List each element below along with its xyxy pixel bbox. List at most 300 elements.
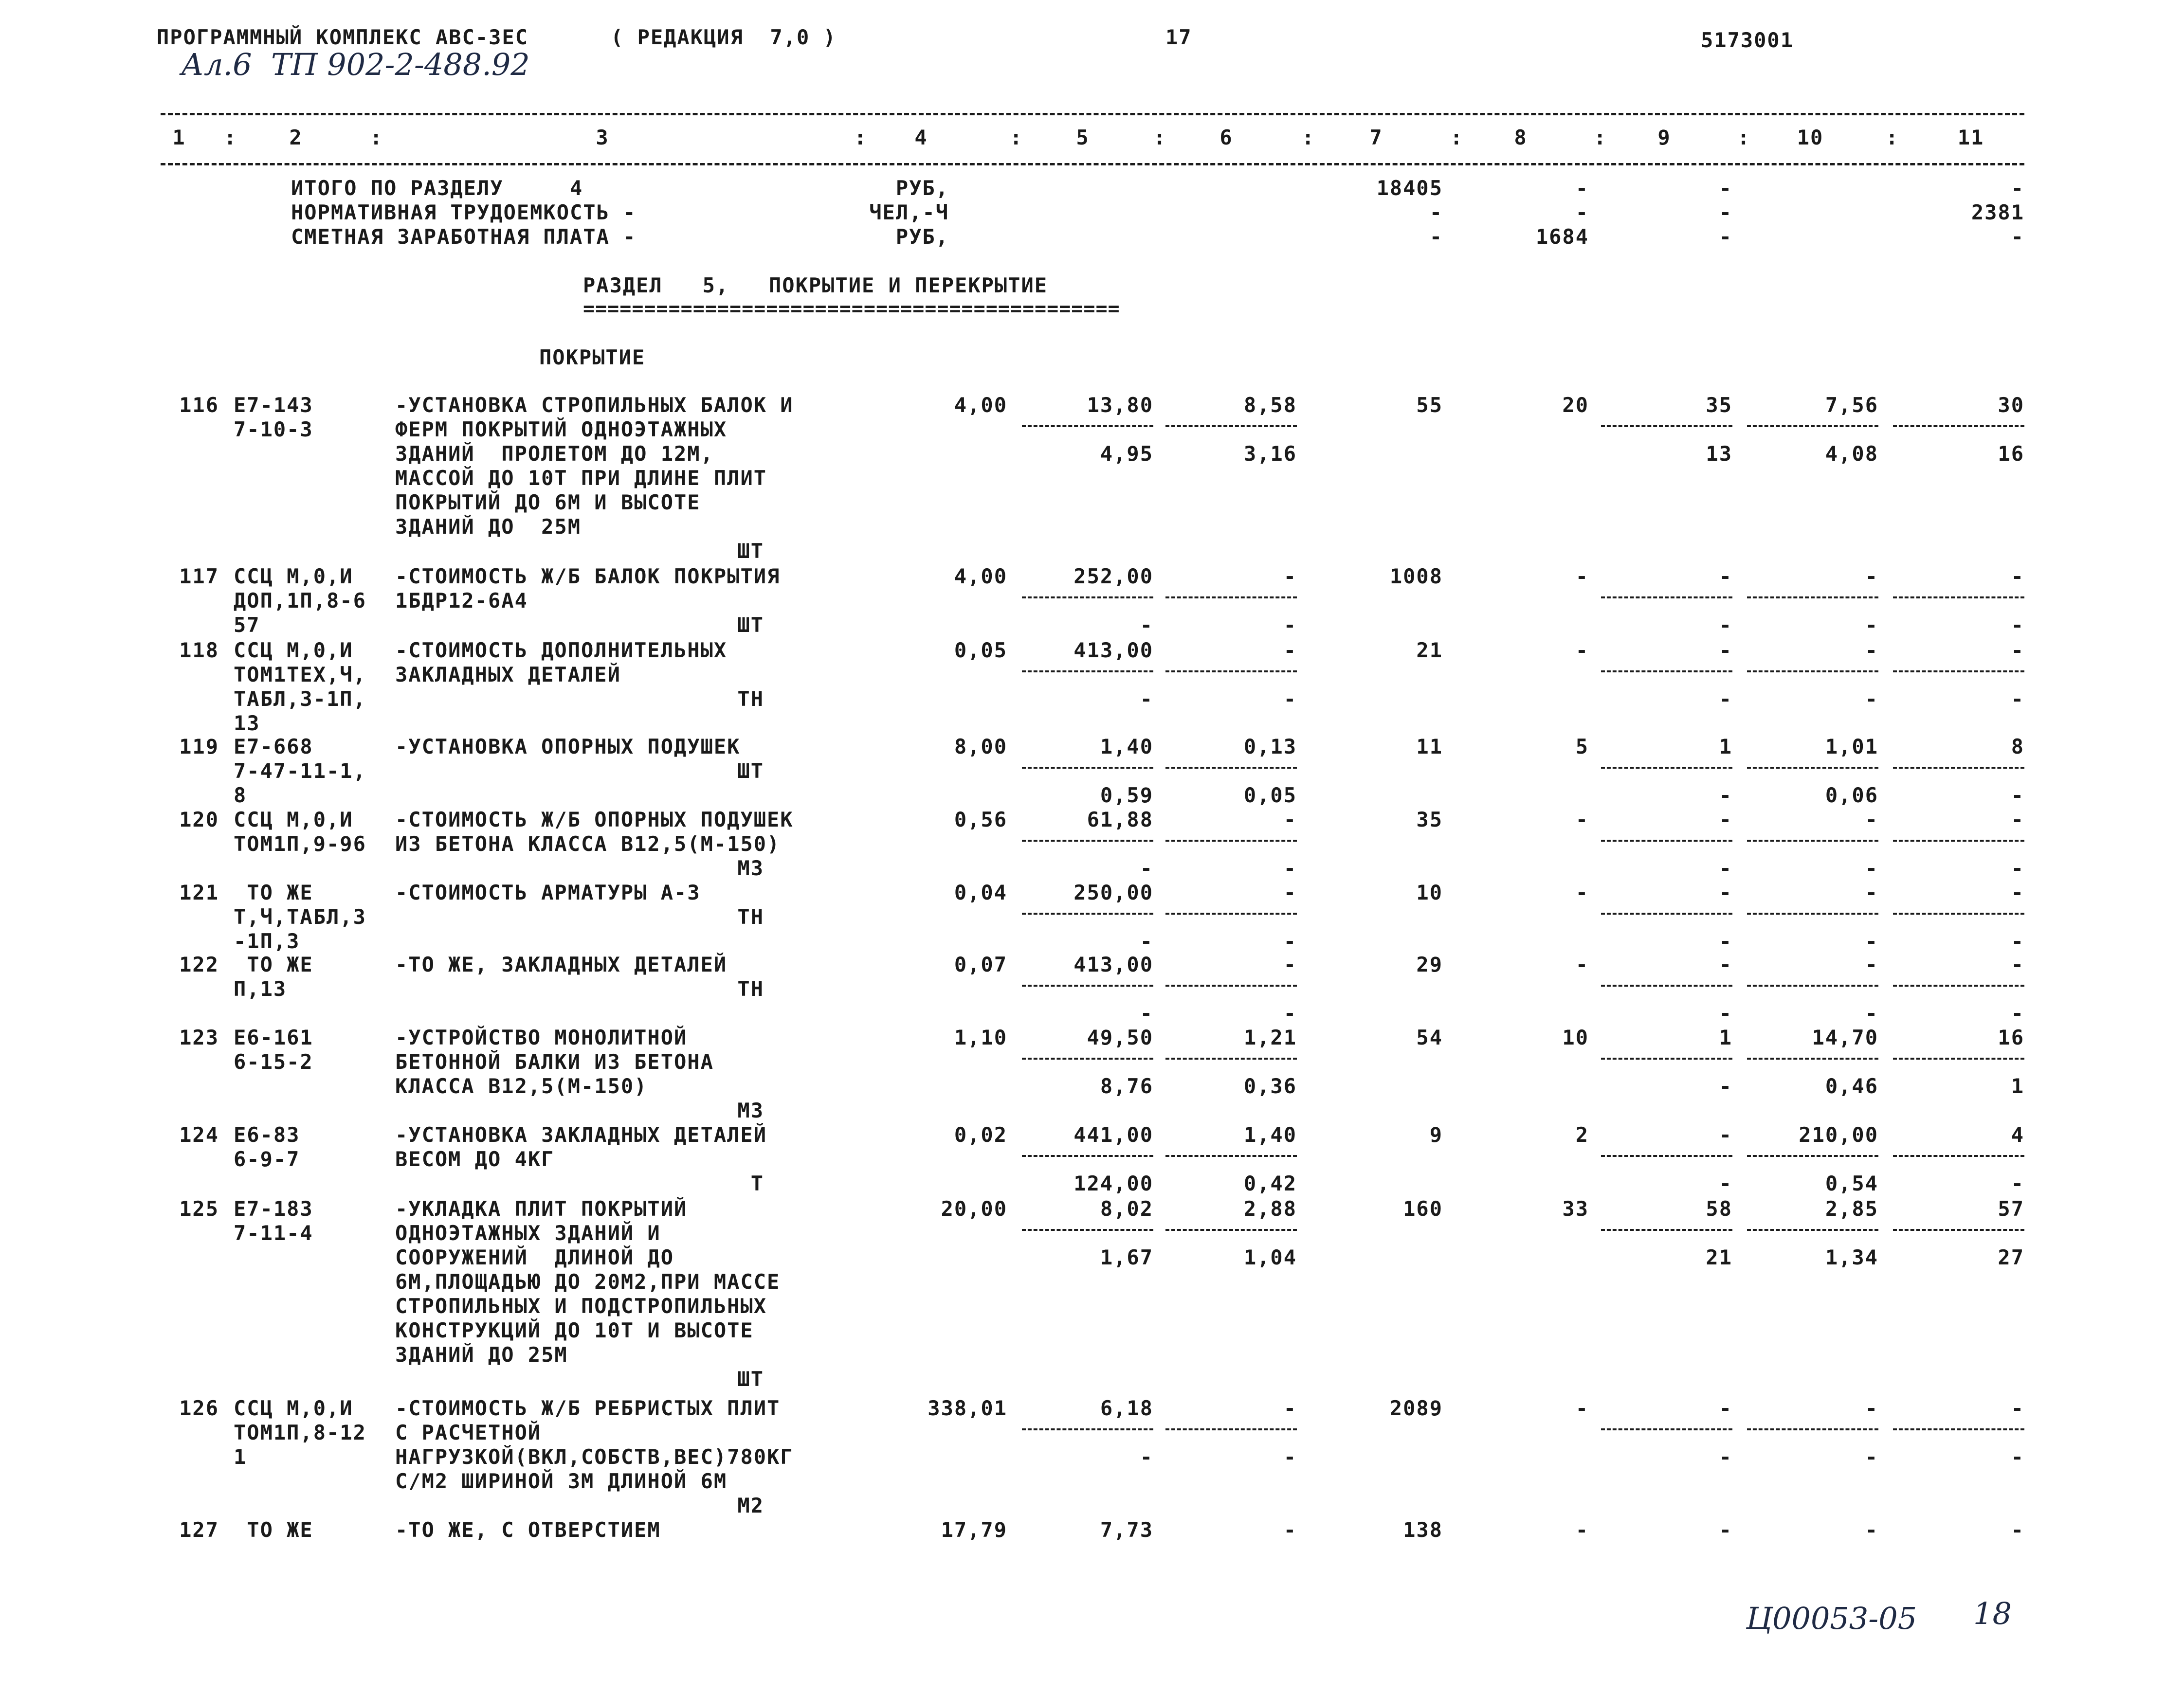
row-code-line: 57: [234, 613, 260, 637]
row-value-c5: 413,00: [1074, 953, 1153, 976]
cell-separator: [1022, 1428, 1153, 1430]
row-value-c4: 8,00: [954, 735, 1007, 758]
row-value-c6b: 0,05: [1243, 783, 1297, 807]
row-value-c5: 8,02: [1100, 1197, 1153, 1221]
row-value-c4: 0,56: [954, 808, 1007, 831]
cell-separator: [1022, 1155, 1153, 1157]
row-value-c5b: 124,00: [1074, 1172, 1153, 1195]
row-value-c11b: 1: [2011, 1074, 2024, 1098]
cell-separator: [1601, 985, 1732, 987]
row-value-c9b: -: [1719, 783, 1732, 807]
row-code-line: ТО ЖЕ: [234, 1518, 313, 1542]
row-value-c10: 210,00: [1799, 1123, 1878, 1147]
row-value-c6b: 1,04: [1243, 1245, 1297, 1269]
cell-separator: [1601, 596, 1732, 598]
cell-separator: [1165, 1155, 1297, 1157]
section-subtitle: ПОКРЫТИЕ: [539, 345, 646, 369]
row-value-c5b: 1,67: [1100, 1245, 1153, 1269]
row-unit: Т: [750, 1172, 764, 1195]
row-value-c8: 20: [1562, 393, 1589, 417]
row-code-line: 6-9-7: [234, 1147, 300, 1171]
row-number: 122: [179, 953, 219, 976]
row-value-c9: 58: [1706, 1197, 1732, 1221]
row-number: 123: [179, 1026, 219, 1049]
row-value-c6: -: [1283, 881, 1297, 904]
row-value-c11b: 16: [1998, 442, 2024, 466]
row-value-c5b: -: [1140, 613, 1153, 637]
row-value-c7: 1008: [1389, 564, 1443, 588]
row-description-line: ИЗ БЕТОНА КЛАССА В12,5(М-150): [395, 832, 781, 856]
row-value-c9b: -: [1719, 1445, 1732, 1469]
cell-separator: [1165, 670, 1297, 672]
row-unit: ШТ: [737, 759, 764, 783]
cell-separator: [1893, 596, 2024, 598]
row-value-c9b: -: [1719, 613, 1732, 637]
column-header-5: 5: [1076, 126, 1090, 149]
row-value-c5: 252,00: [1074, 564, 1153, 588]
cell-separator: [1165, 425, 1297, 427]
column-header-2: 2: [289, 126, 303, 149]
row-value-c5: 49,50: [1087, 1026, 1153, 1049]
row-description-line: -СТОИМОСТЬ АРМАТУРЫ А-3: [395, 881, 701, 904]
row-value-c10: 14,70: [1812, 1026, 1878, 1049]
cell-separator: [1601, 1229, 1732, 1231]
row-number: 116: [179, 393, 219, 417]
column-header-11: 11: [1957, 126, 1984, 149]
summary-value-c8: -: [1575, 176, 1589, 200]
cell-separator: [1601, 840, 1732, 842]
column-separator: :: [1010, 126, 1023, 149]
row-value-c10: -: [1865, 808, 1878, 831]
row-code-line: ССЦ М,0,И: [234, 808, 353, 831]
cell-separator: [1022, 1058, 1153, 1060]
cell-separator: [1893, 1058, 2024, 1060]
row-value-c5: 413,00: [1074, 638, 1153, 662]
row-value-c11b: -: [2011, 929, 2024, 953]
row-value-c9: -: [1719, 1396, 1732, 1420]
row-description-line: -УСТАНОВКА ЗАКЛАДНЫХ ДЕТАЛЕЙ: [395, 1123, 767, 1147]
row-code-line: 1: [234, 1445, 247, 1469]
stamp-code: Ц00053-05: [1746, 1601, 1917, 1636]
document-code: 5173001: [1701, 28, 1794, 52]
column-separator: :: [370, 126, 383, 149]
cell-separator: [1747, 1229, 1878, 1231]
cell-separator: [1747, 1428, 1878, 1430]
column-separator: :: [1302, 126, 1315, 149]
row-code-line: ТО ЖЕ: [234, 881, 313, 904]
row-description-line: СООРУЖЕНИЙ ДЛИНОЙ ДО: [395, 1245, 674, 1269]
cell-separator: [1165, 596, 1297, 598]
row-number: 119: [179, 735, 219, 758]
row-code-line: ССЦ М,0,И: [234, 564, 353, 588]
column-separator: :: [1737, 126, 1751, 149]
row-value-c9: -: [1719, 808, 1732, 831]
cell-separator: [1893, 767, 2024, 769]
row-code-line: 7-47-11-1,: [234, 759, 366, 783]
row-value-c8: -: [1575, 808, 1589, 831]
column-header-7: 7: [1369, 126, 1383, 149]
row-description-line: -УСТАНОВКА ОПОРНЫХ ПОДУШЕК: [395, 735, 741, 758]
row-value-c7: 35: [1416, 808, 1443, 831]
cell-separator: [1747, 1155, 1878, 1157]
row-value-c9b: 13: [1706, 442, 1732, 466]
row-description-line: С/М2 ШИРИНОЙ 3М ДЛИНОЙ 6М: [395, 1469, 728, 1493]
row-description-line: -СТОИМОСТЬ Ж/Б БАЛОК ПОКРЫТИЯ: [395, 564, 781, 588]
row-description-line: -УКЛАДКА ПЛИТ ПОКРЫТИЙ: [395, 1197, 688, 1221]
row-value-c8: -: [1575, 953, 1589, 976]
row-description-line: МАССОЙ ДО 10Т ПРИ ДЛИНЕ ПЛИТ: [395, 466, 767, 490]
row-value-c6: 8,58: [1243, 393, 1297, 417]
row-value-c8: -: [1575, 1396, 1589, 1420]
handwritten-reference: Ал.6 ТП 902-2-488.92: [181, 47, 530, 82]
row-value-c4: 338,01: [928, 1396, 1007, 1420]
cell-separator: [1893, 1428, 2024, 1430]
summary-value-c7: 18405: [1376, 176, 1443, 200]
cell-separator: [1601, 425, 1732, 427]
row-value-c10b: 4,08: [1825, 442, 1878, 466]
cell-separator: [1601, 670, 1732, 672]
row-value-c6b: -: [1283, 856, 1297, 880]
row-value-c9: -: [1719, 638, 1732, 662]
row-code-line: -1П,3: [234, 929, 300, 953]
cell-separator: [1165, 767, 1297, 769]
cell-separator: [1893, 985, 2024, 987]
row-number: 117: [179, 564, 219, 588]
row-value-c5b: -: [1140, 856, 1153, 880]
row-description-line: ЗДАНИЙ ПРОЛЕТОМ ДО 12М,: [395, 442, 714, 466]
row-value-c6: -: [1283, 808, 1297, 831]
row-value-c6b: 3,16: [1243, 442, 1297, 466]
row-description-line: ЗДАНИЙ ДО 25М: [395, 1343, 568, 1367]
cell-separator: [1893, 913, 2024, 915]
cell-separator: [1022, 1229, 1153, 1231]
column-header-3: 3: [596, 126, 609, 149]
sheet-number: 18: [1973, 1596, 2012, 1631]
cell-separator: [1893, 425, 2024, 427]
row-value-c5b: 8,76: [1100, 1074, 1153, 1098]
cell-separator: [1601, 1428, 1732, 1430]
row-value-c9b: -: [1719, 929, 1732, 953]
row-value-c5: 61,88: [1087, 808, 1153, 831]
row-value-c10: -: [1865, 953, 1878, 976]
summary-label: НОРМАТИВНАЯ ТРУДОЕМКОСТЬ -: [291, 200, 637, 224]
row-value-c6: -: [1283, 564, 1297, 588]
row-description-line: ЗДАНИЙ ДО 25М: [395, 515, 582, 539]
row-value-c9b: -: [1719, 856, 1732, 880]
row-value-c10b: 1,34: [1825, 1245, 1878, 1269]
cell-separator: [1747, 767, 1878, 769]
row-value-c10: -: [1865, 1396, 1878, 1420]
row-value-c6b: -: [1283, 1001, 1297, 1025]
row-value-c11b: -: [2011, 783, 2024, 807]
column-header-9: 9: [1657, 126, 1671, 149]
row-unit: ШТ: [737, 1367, 764, 1391]
cell-separator: [1893, 1229, 2024, 1231]
row-value-c11b: 27: [1998, 1245, 2024, 1269]
row-value-c4: 0,05: [954, 638, 1007, 662]
row-value-c6b: -: [1283, 1445, 1297, 1469]
row-value-c5: 441,00: [1074, 1123, 1153, 1147]
row-value-c6: -: [1283, 1518, 1297, 1542]
row-number: 125: [179, 1197, 219, 1221]
row-code-line: Е6-161: [234, 1026, 313, 1049]
summary-value-c9: -: [1719, 176, 1732, 200]
row-value-c5: 13,80: [1087, 393, 1153, 417]
cell-separator: [1601, 1058, 1732, 1060]
row-description-line: ПОКРЫТИЙ ДО 6М И ВЫСОТЕ: [395, 490, 701, 514]
row-value-c10b: -: [1865, 929, 1878, 953]
row-description-line: ФЕРМ ПОКРЫТИЙ ОДНОЭТАЖНЫХ: [395, 417, 728, 441]
column-separator: :: [854, 126, 868, 149]
row-value-c6b: -: [1283, 687, 1297, 711]
row-value-c8: -: [1575, 564, 1589, 588]
row-value-c6: 1,21: [1243, 1026, 1297, 1049]
row-description-line: -СТОИМОСТЬ ДОПОЛНИТЕЛЬНЫХ: [395, 638, 728, 662]
cell-separator: [1022, 840, 1153, 842]
row-code-line: ССЦ М,0,И: [234, 638, 353, 662]
row-code-line: Е7-668: [234, 735, 313, 758]
cell-separator: [1022, 913, 1153, 915]
row-value-c10: -: [1865, 564, 1878, 588]
summary-unit: ЧЕЛ,-Ч: [869, 200, 949, 224]
row-value-c11: 30: [1998, 393, 2024, 417]
row-value-c10b: 0,06: [1825, 783, 1878, 807]
row-value-c8: 10: [1562, 1026, 1589, 1049]
row-value-c9b: 21: [1706, 1245, 1732, 1269]
row-value-c9: -: [1719, 564, 1732, 588]
summary-value-c9: -: [1719, 225, 1732, 249]
row-description-line: 1БДР12-6А4: [395, 589, 528, 613]
cell-separator: [1165, 840, 1297, 842]
row-value-c11b: -: [2011, 1001, 2024, 1025]
row-value-c11: -: [2011, 564, 2024, 588]
section-title: РАЗДЕЛ 5, ПОКРЫТИЕ И ПЕРЕКРЫТИЕ: [583, 273, 1048, 297]
row-value-c7: 10: [1416, 881, 1443, 904]
row-code-line: ТАБЛ,3-1П,: [234, 687, 366, 711]
row-value-c10: -: [1865, 638, 1878, 662]
row-value-c11b: -: [2011, 856, 2024, 880]
row-description-line: -ТО ЖЕ, ЗАКЛАДНЫХ ДЕТАЛЕЙ: [395, 953, 728, 976]
row-description-line: БЕТОННОЙ БАЛКИ ИЗ БЕТОНА: [395, 1050, 714, 1074]
cell-separator: [1893, 1155, 2024, 1157]
row-value-c8: 2: [1575, 1123, 1589, 1147]
row-value-c9: -: [1719, 881, 1732, 904]
cell-separator: [1165, 985, 1297, 987]
row-value-c10b: -: [1865, 1001, 1878, 1025]
row-code-line: ДОП,1П,8-6: [234, 589, 366, 613]
row-value-c4: 20,00: [941, 1197, 1007, 1221]
row-code-line: ТОМ1П,8-12: [234, 1421, 366, 1444]
cell-separator: [1747, 985, 1878, 987]
row-unit: ТН: [737, 905, 764, 929]
row-number: 118: [179, 638, 219, 662]
row-value-c9: 1: [1719, 735, 1732, 758]
row-value-c5b: -: [1140, 1445, 1153, 1469]
row-value-c6: 1,40: [1243, 1123, 1297, 1147]
row-value-c4: 0,02: [954, 1123, 1007, 1147]
row-value-c7: 11: [1416, 735, 1443, 758]
cell-separator: [1747, 1058, 1878, 1060]
row-description-line: КОНСТРУКЦИЙ ДО 10Т И ВЫСОТЕ: [395, 1318, 754, 1342]
row-number: 124: [179, 1123, 219, 1147]
row-value-c11b: -: [2011, 613, 2024, 637]
row-code-line: ТОМ1П,9-96: [234, 832, 366, 856]
cell-separator: [1601, 913, 1732, 915]
column-separator: :: [1594, 126, 1607, 149]
cell-separator: [1165, 1058, 1297, 1060]
row-value-c10: 7,56: [1825, 393, 1878, 417]
row-unit: ШТ: [737, 613, 764, 637]
row-value-c11: -: [2011, 1518, 2024, 1542]
summary-value-c7: -: [1429, 225, 1443, 249]
row-value-c7: 21: [1416, 638, 1443, 662]
row-code-line: 13: [234, 711, 260, 735]
row-value-c9b: -: [1719, 1172, 1732, 1195]
cell-separator: [1165, 913, 1297, 915]
cell-separator: [1747, 913, 1878, 915]
row-value-c9: 1: [1719, 1026, 1732, 1049]
column-separator: :: [224, 126, 237, 149]
row-value-c8: -: [1575, 881, 1589, 904]
row-code-line: Е7-143: [234, 393, 313, 417]
section-underline: ============================================: [583, 298, 1120, 320]
row-unit: ТН: [737, 687, 764, 711]
summary-label: ИТОГО ПО РАЗДЕЛУ 4: [291, 176, 583, 200]
row-code-line: Е7-183: [234, 1197, 313, 1221]
row-description-line: -УСТРОЙСТВО МОНОЛИТНОЙ: [395, 1026, 688, 1049]
row-value-c9: 35: [1706, 393, 1732, 417]
row-value-c7: 55: [1416, 393, 1443, 417]
row-description-line: -УСТАНОВКА СТРОПИЛЬНЫХ БАЛОК И: [395, 393, 794, 417]
row-number: 121: [179, 881, 219, 904]
row-value-c5b: -: [1140, 687, 1153, 711]
summary-value-c8: -: [1575, 200, 1589, 224]
row-value-c11: 4: [2011, 1123, 2024, 1147]
row-value-c6: -: [1283, 638, 1297, 662]
row-description-line: -ТО ЖЕ, С ОТВЕРСТИЕМ: [395, 1518, 661, 1542]
row-value-c6b: -: [1283, 929, 1297, 953]
row-value-c11b: -: [2011, 687, 2024, 711]
column-separator: :: [1450, 126, 1464, 149]
row-value-c6: 2,88: [1243, 1197, 1297, 1221]
row-value-c6: -: [1283, 1396, 1297, 1420]
row-value-c8: 33: [1562, 1197, 1589, 1221]
column-separator: :: [1153, 126, 1167, 149]
row-value-c5: 250,00: [1074, 881, 1153, 904]
row-description-line: СТРОПИЛЬНЫХ И ПОДСТРОПИЛЬНЫХ: [395, 1294, 767, 1318]
row-value-c4: 4,00: [954, 564, 1007, 588]
row-number: 127: [179, 1518, 219, 1542]
row-description-line: ЗАКЛАДНЫХ ДЕТАЛЕЙ: [395, 663, 621, 686]
row-value-c10: 2,85: [1825, 1197, 1878, 1221]
column-header-10: 10: [1797, 126, 1824, 149]
page-number: 17: [1165, 25, 1192, 49]
row-description-line: КЛАССА В12,5(М-150): [395, 1074, 648, 1098]
row-value-c5: 7,73: [1100, 1518, 1153, 1542]
row-value-c10b: -: [1865, 856, 1878, 880]
row-number: 120: [179, 808, 219, 831]
row-unit: ШТ: [737, 539, 764, 563]
row-value-c7: 2089: [1389, 1396, 1443, 1420]
row-value-c4: 0,07: [954, 953, 1007, 976]
column-header-1: 1: [172, 126, 186, 149]
edition-label: ( РЕДАКЦИЯ 7,0 ): [611, 25, 837, 49]
cell-separator: [1165, 1428, 1297, 1430]
row-code-line: ССЦ М,0,И: [234, 1396, 353, 1420]
row-value-c6b: 0,36: [1243, 1074, 1297, 1098]
row-code-line: 6-15-2: [234, 1050, 313, 1074]
cell-separator: [1022, 670, 1153, 672]
row-value-c11: -: [2011, 1396, 2024, 1420]
summary-unit: РУБ,: [895, 176, 949, 200]
cell-separator: [1893, 670, 2024, 672]
row-description-line: ОДНОЭТАЖНЫХ ЗДАНИЙ И: [395, 1221, 661, 1245]
header-rule-bottom: [161, 163, 2024, 165]
row-description-line: -СТОИМОСТЬ Ж/Б ОПОРНЫХ ПОДУШЕК: [395, 808, 794, 831]
row-code-line: П,13: [234, 977, 287, 1001]
row-value-c9: -: [1719, 1518, 1732, 1542]
row-value-c10b: 0,54: [1825, 1172, 1878, 1195]
cell-separator: [1747, 670, 1878, 672]
row-value-c7: 138: [1403, 1518, 1443, 1542]
row-code-line: Е6-83: [234, 1123, 300, 1147]
cell-separator: [1747, 425, 1878, 427]
cell-separator: [1747, 596, 1878, 598]
row-value-c11b: -: [2011, 1445, 2024, 1469]
row-value-c5: 6,18: [1100, 1396, 1153, 1420]
row-code-line: 7-11-4: [234, 1221, 313, 1245]
row-value-c5: 1,40: [1100, 735, 1153, 758]
row-value-c9: -: [1719, 953, 1732, 976]
column-header-8: 8: [1514, 126, 1528, 149]
row-value-c4: 0,04: [954, 881, 1007, 904]
row-value-c10: 1,01: [1825, 735, 1878, 758]
row-value-c11: -: [2011, 953, 2024, 976]
row-value-c4: 4,00: [954, 393, 1007, 417]
cell-separator: [1893, 840, 2024, 842]
row-value-c10b: -: [1865, 1445, 1878, 1469]
row-value-c5b: 4,95: [1100, 442, 1153, 466]
row-value-c11: 16: [1998, 1026, 2024, 1049]
row-value-c10: -: [1865, 1518, 1878, 1542]
cell-separator: [1022, 596, 1153, 598]
program-title: ПРОГРАММНЫЙ КОМПЛЕКС АВС-ЗЕС: [157, 25, 529, 49]
row-value-c9b: -: [1719, 1074, 1732, 1098]
row-unit: М2: [737, 1494, 764, 1517]
row-value-c6: 0,13: [1243, 735, 1297, 758]
cell-separator: [1601, 767, 1732, 769]
row-value-c4: 1,10: [954, 1026, 1007, 1049]
row-value-c11: -: [2011, 808, 2024, 831]
summary-value-c11: -: [2011, 176, 2024, 200]
summary-value-c11: 2381: [1971, 200, 2024, 224]
cell-separator: [1022, 425, 1153, 427]
row-value-c8: 5: [1575, 735, 1589, 758]
column-header-6: 6: [1219, 126, 1233, 149]
row-unit: М3: [737, 856, 764, 880]
row-value-c10b: -: [1865, 687, 1878, 711]
row-description-line: 6М,ПЛОЩАДЬЮ ДО 20М2,ПРИ МАССЕ: [395, 1270, 781, 1294]
row-value-c10b: -: [1865, 613, 1878, 637]
row-code-line: 7-10-3: [234, 417, 313, 441]
row-value-c11b: -: [2011, 1172, 2024, 1195]
row-code-line: 8: [234, 783, 247, 807]
cell-separator: [1022, 767, 1153, 769]
row-value-c7: 160: [1403, 1197, 1443, 1221]
row-unit: ТН: [737, 977, 764, 1001]
row-value-c5b: -: [1140, 1001, 1153, 1025]
row-value-c10b: 0,46: [1825, 1074, 1878, 1098]
